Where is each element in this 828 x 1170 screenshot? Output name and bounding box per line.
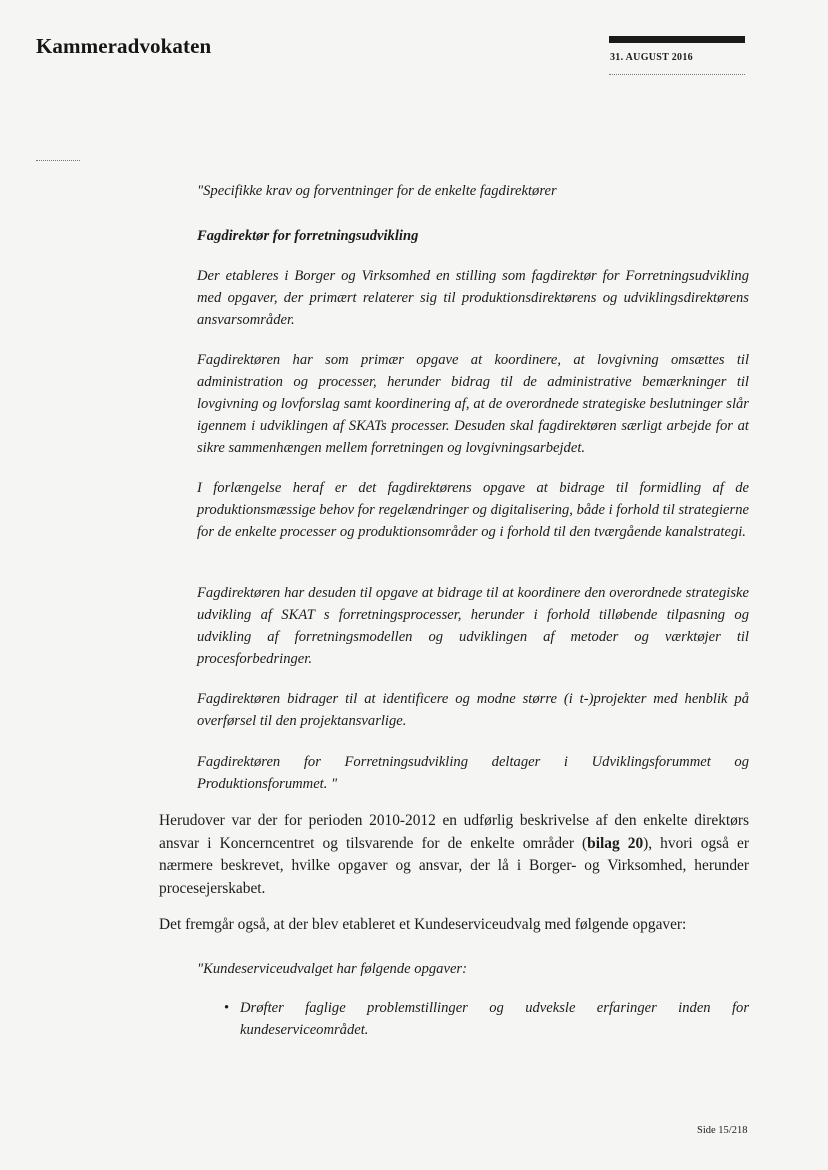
body-paragraph: Det fremgår også, at der blev etableret et Kundeserviceudvalg med følgende opgaver:	[159, 916, 687, 933]
bullet-list	[224, 997, 749, 1041]
quote-title: "Specifikke krav og forventninger for de enkelte fagdirektører	[197, 183, 557, 199]
quote-paragraph: Fagdirektøren bidrager til at identificere og modne større (i t-)projekter med henblik på overførsel til den projektansvarlige.	[197, 691, 749, 729]
quote-intro: "Kundeserviceudvalget har følgende opgaver:	[197, 961, 467, 977]
body-paragraph-text: Herudover var der for perioden 2010-2012 en udførlig beskrivelse af den enkelte direktørs ansvar i Koncerncentret og tilsvarende for de enkelte områder (	[159, 812, 749, 852]
document-date: 31. AUGUST 2016	[610, 52, 693, 63]
body-paragraph	[159, 810, 749, 900]
margin-divider	[36, 160, 80, 161]
quote-paragraph: Fagdirektøren har desuden til opgave at bidrage til at koordinere den overordnede strategiske udvikling af SKAT s forretningsprocesser, herunder i forhold tilløbende tilpasning og udvikling af forretningsmodellen og udviklingen af metoder og værktøjer til procesforbedringer.	[197, 585, 749, 667]
quote-paragraph: Fagdirektøren for Forretningsudvikling deltager i Udviklingsforummet og Produktionsforummet. "	[197, 754, 749, 792]
bullet-icon: •	[224, 1000, 230, 1016]
quote-paragraph: I forlængelse heraf er det fagdirektørens opgave at bidrage til formidling af de produktionsmæssige behov for regelændringer og digitalisering, både i forhold til strategierne for de enkelte processer og produktionsområder og i forhold til den tværgående kanalstrategi.	[197, 480, 749, 540]
quote-paragraph: Der etableres i Borger og Virksomhed en stilling som fagdirektør for Forretningsudvikling med opgaver, der primært relaterer sig til produktionsdirektørens og udviklingsdirektørens ansvarsområder.	[197, 268, 749, 328]
quote-subheading: Fagdirektør for forretningsudvikling	[197, 228, 419, 244]
exhibit-reference: bilag 20	[587, 834, 644, 852]
brand-title: Kammeradvokaten	[36, 34, 212, 58]
list-item	[224, 997, 749, 1041]
body-paragraph-text: ), hvori også er nærmere beskrevet, hvilke opgaver og ansvar, der lå i Borger- og Virksomhed, herunder procesejerskabet.	[159, 834, 749, 897]
date-bar	[609, 36, 745, 43]
list-item-text: Drøfter faglige problemstillinger og udveksle erfaringer inden for kundeserviceområdet.	[240, 1000, 749, 1038]
quote-paragraph: Fagdirektøren har som primær opgave at koordinere, at lovgivning omsættes til administration og processer, herunder bidrag til de administrative bemærkninger til lovgivning og lovforslag samt koordinering af, at de overordnede strategiske beslutninger slår igennem i udviklingen af SKATs processer. Desuden skal fagdirektøren særligt arbejde for at sikre sammenhængen mellem forretningen og lovgivningsarbejdet.	[197, 352, 749, 456]
page-number: Side 15/218	[697, 1125, 748, 1136]
date-divider	[609, 74, 745, 75]
